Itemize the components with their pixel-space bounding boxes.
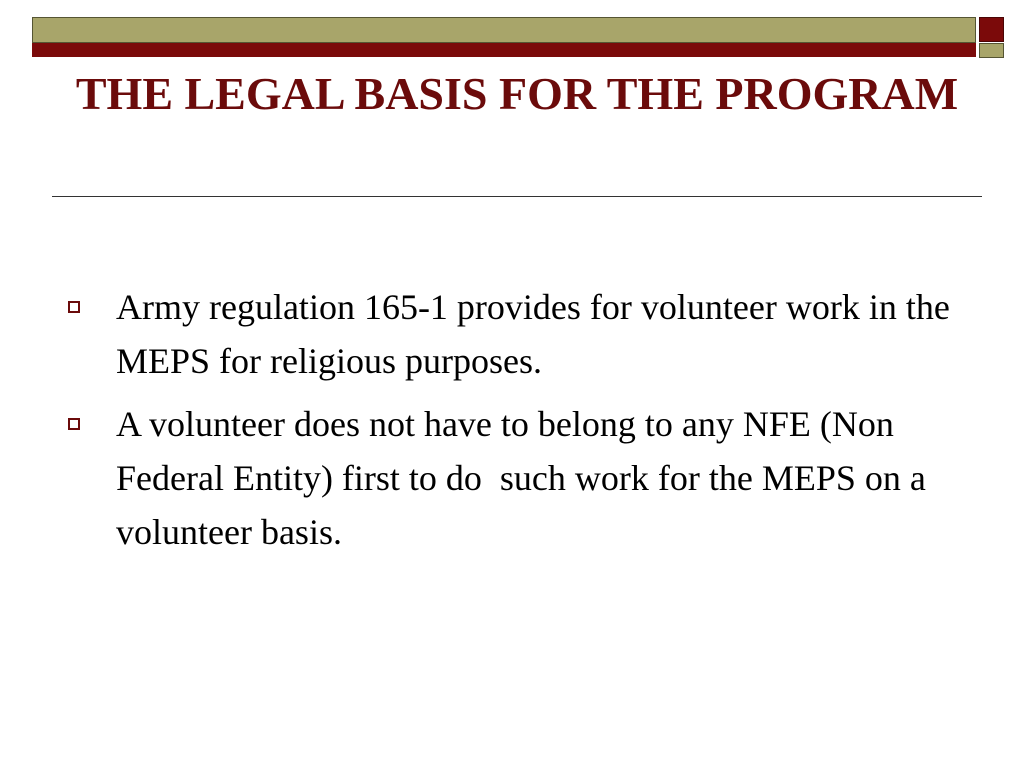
corner-square-maroon [979,17,1004,42]
bullet-item [62,397,962,559]
bullet-list [62,280,962,568]
corner-square-olive [979,43,1004,58]
hollow-square-bullet-icon [68,301,80,313]
header-banner-olive [32,17,976,43]
title-divider [52,196,982,197]
bullet-text: A volunteer does not have to belong to any NFE (Non Federal Entity) first to do such work for the MEPS on a volunteer basis. [116,404,935,552]
hollow-square-bullet-icon [68,418,80,430]
slide-title: THE LEGAL BASIS FOR THE PROGRAM [75,68,959,119]
header-banner-maroon [32,43,976,57]
bullet-item [62,280,962,388]
bullet-text: Army regulation 165-1 provides for volunteer work in the MEPS for religious purposes. [116,287,959,381]
